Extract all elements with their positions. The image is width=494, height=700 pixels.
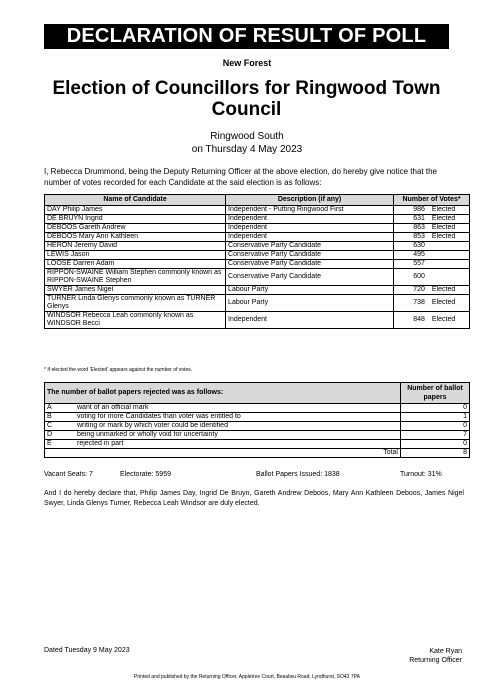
candidate-status: Elected bbox=[430, 286, 470, 295]
candidate-row bbox=[45, 242, 470, 251]
candidate-name: DAY Philip James bbox=[45, 206, 226, 215]
rejected-code: C bbox=[45, 422, 76, 431]
rejected-count: 7 bbox=[401, 431, 470, 440]
candidate-row bbox=[45, 233, 470, 242]
signer-name: Kate Ryan bbox=[429, 648, 462, 655]
candidate-description: Conservative Party Candidate bbox=[226, 242, 394, 251]
col-name-header: Name of Candidate bbox=[45, 195, 226, 206]
candidate-votes: 853 bbox=[394, 233, 430, 242]
candidate-row bbox=[45, 269, 470, 286]
candidate-votes: 557 bbox=[394, 260, 430, 269]
signer-role: Returning Officer bbox=[409, 657, 462, 664]
candidate-description: Independent bbox=[226, 312, 394, 329]
rejected-reason: writing or mark by which voter could be identified bbox=[75, 422, 401, 431]
candidate-description: Conservative Party Candidate bbox=[226, 269, 394, 286]
candidate-name: DEBOOS Gareth Andrew bbox=[45, 224, 226, 233]
ward-info bbox=[0, 130, 494, 156]
candidate-status bbox=[430, 251, 470, 260]
electorate: Electorate: 5959 bbox=[120, 471, 171, 478]
poll-date: on Thursday 4 May 2023 bbox=[191, 144, 303, 155]
vacant-seats: Vacant Seats: 7 bbox=[44, 471, 93, 478]
candidate-status: Elected bbox=[430, 312, 470, 329]
poll-stats bbox=[44, 471, 470, 481]
candidate-name: DE BRUYN Ingrid bbox=[45, 215, 226, 224]
rejected-code: D bbox=[45, 431, 76, 440]
candidate-description: Independent bbox=[226, 224, 394, 233]
rejected-table bbox=[44, 382, 470, 458]
candidate-row bbox=[45, 295, 470, 312]
candidate-votes: 863 bbox=[394, 224, 430, 233]
rejected-row bbox=[45, 431, 470, 440]
candidate-row bbox=[45, 286, 470, 295]
candidate-name: TURNER Linda Glenys commonly known as TURNER Glenys bbox=[45, 295, 226, 312]
candidate-row bbox=[45, 251, 470, 260]
rejected-code: E bbox=[45, 440, 76, 449]
candidate-votes: 986 bbox=[394, 206, 430, 215]
rejected-count: 0 bbox=[401, 440, 470, 449]
imprint-footer: Printed and published by the Returning Officer, Appletree Court, Beaulieu Road, Lyndhurst, SO43 7PA bbox=[134, 674, 360, 680]
candidate-name: SWYER James Nigel bbox=[45, 286, 226, 295]
candidate-name: LEWIS Jason bbox=[45, 251, 226, 260]
rejected-count-header: Number of ballot papers bbox=[401, 383, 470, 404]
candidate-votes: 600 bbox=[394, 269, 430, 286]
candidate-row bbox=[45, 215, 470, 224]
candidate-status bbox=[430, 242, 470, 251]
banner-title: DECLARATION OF RESULT OF POLL bbox=[44, 24, 449, 49]
declaration-text: And I do hereby declare that, Philip James Day, Ingrid De Bruyn, Gareth Andrew Deboos, Mary Ann Kathleen Deboos, James Nigel Swyer, Linda Glenys Turner, Rebecca Leah Windsor are duly elected. bbox=[44, 490, 464, 507]
candidate-description: Independent - Putting Ringwood First bbox=[226, 206, 394, 215]
candidates-header-row bbox=[45, 195, 470, 206]
candidates-body bbox=[45, 206, 470, 329]
candidate-status: Elected bbox=[430, 233, 470, 242]
intro-text: I, Rebecca Drummond, being the Deputy Returning Officer at the above election, do hereby give notice that the number of votes recorded for each Candidate at the said election is as follows: bbox=[44, 167, 437, 187]
rejected-count: 0 bbox=[401, 422, 470, 431]
candidate-status: Elected bbox=[430, 215, 470, 224]
candidate-status: Elected bbox=[430, 224, 470, 233]
council-name: New Forest bbox=[222, 58, 272, 68]
candidate-description: Labour Party bbox=[226, 286, 394, 295]
rejected-reason: want of an official mark bbox=[75, 404, 401, 413]
dated-line: Dated Tuesday 9 May 2023 bbox=[44, 647, 130, 654]
candidate-description: Labour Party bbox=[226, 295, 394, 312]
candidate-votes: 630 bbox=[394, 242, 430, 251]
candidate-votes: 720 bbox=[394, 286, 430, 295]
election-title: Election of Councillors for Ringwood Town Council bbox=[52, 78, 441, 120]
rejected-reason: rejected in part bbox=[75, 440, 401, 449]
candidate-description: Conservative Party Candidate bbox=[226, 260, 394, 269]
rejected-heading: The number of ballot papers rejected was as follows: bbox=[45, 383, 401, 404]
rejected-code: B bbox=[45, 413, 76, 422]
rejected-reason: voting for more Candidates than voter was entitled to bbox=[75, 413, 401, 422]
candidate-row bbox=[45, 206, 470, 215]
candidate-status bbox=[430, 269, 470, 286]
total-label: Total bbox=[45, 449, 401, 458]
candidate-row bbox=[45, 312, 470, 329]
candidate-row bbox=[45, 224, 470, 233]
candidate-name: HERON Jeremy David bbox=[45, 242, 226, 251]
rejected-count: 0 bbox=[401, 404, 470, 413]
candidate-name: WINDSOR Rebecca Leah commonly known as WINDSOR Becci bbox=[45, 312, 226, 329]
rejected-row bbox=[45, 440, 470, 449]
rejected-total-row bbox=[45, 449, 470, 458]
candidate-name: LOOSE Darren Adam bbox=[45, 260, 226, 269]
candidate-name: DEBOOS Mary Ann Kathleen bbox=[45, 233, 226, 242]
candidates-table bbox=[44, 194, 470, 329]
candidate-votes: 631 bbox=[394, 215, 430, 224]
candidate-status bbox=[430, 260, 470, 269]
ballot-papers-issued: Ballot Papers Issued: 1838 bbox=[256, 471, 340, 478]
candidate-description: Independent bbox=[226, 233, 394, 242]
candidate-description: Independent bbox=[226, 215, 394, 224]
rejected-row bbox=[45, 404, 470, 413]
candidate-votes: 848 bbox=[394, 312, 430, 329]
rejected-body bbox=[45, 404, 470, 449]
rejected-count: 1 bbox=[401, 413, 470, 422]
total-value: 8 bbox=[401, 449, 470, 458]
candidate-votes: 495 bbox=[394, 251, 430, 260]
candidate-name: RIPPON-SWAINE William Stephen commonly known as RIPPON-SWAINE Stephen bbox=[45, 269, 226, 286]
candidate-description: Conservative Party Candidate bbox=[226, 251, 394, 260]
candidate-status: Elected bbox=[430, 295, 470, 312]
elected-note: * If elected the word 'Elected' appears against the number of votes. bbox=[44, 367, 193, 373]
candidate-votes: 738 bbox=[394, 295, 430, 312]
candidate-row bbox=[45, 260, 470, 269]
rejected-row bbox=[45, 413, 470, 422]
rejected-row bbox=[45, 422, 470, 431]
col-desc-header: Description (if any) bbox=[226, 195, 394, 206]
candidate-status: Elected bbox=[430, 206, 470, 215]
turnout: Turnout: 31% bbox=[400, 471, 442, 478]
rejected-reason: being unmarked or wholly void for uncertainty bbox=[75, 431, 401, 440]
ward-name: Ringwood South bbox=[210, 131, 284, 142]
signature-block bbox=[409, 647, 462, 665]
rejected-code: A bbox=[45, 404, 76, 413]
rejected-header-row bbox=[45, 383, 470, 404]
col-votes-header: Number of Votes* bbox=[394, 195, 470, 206]
